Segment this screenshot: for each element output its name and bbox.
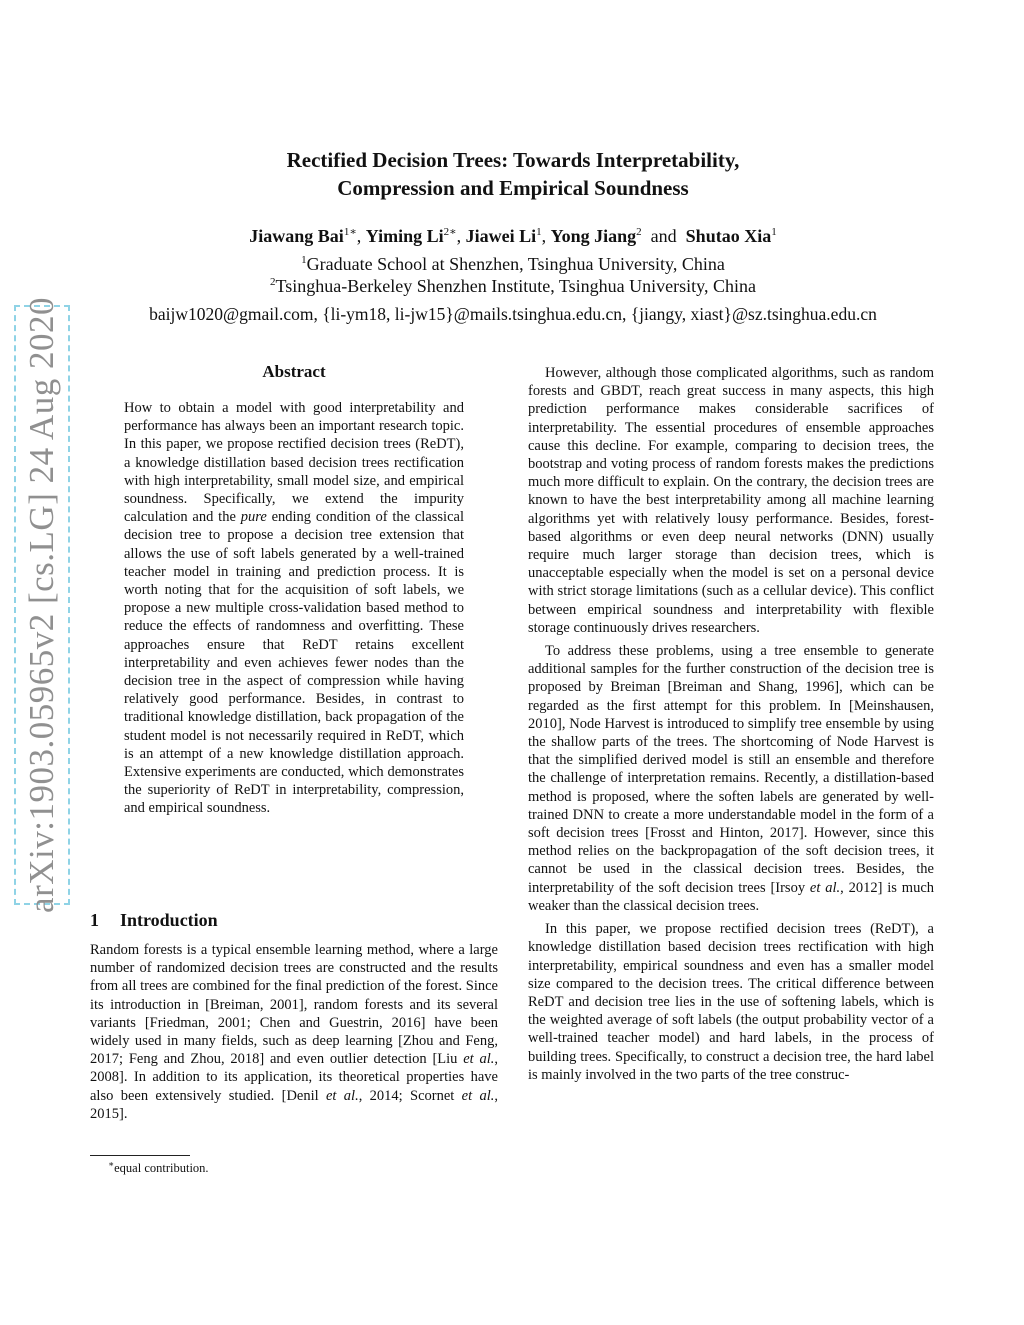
affiliation-text: Tsinghua-Berkeley Shenzhen Institute, Tsinghua University, China <box>275 276 756 296</box>
author-name: Jiawei Li <box>465 226 537 246</box>
abstract-body <box>124 399 464 818</box>
author-name: Jiawang Bai <box>249 226 344 246</box>
author-separator: , <box>541 226 547 246</box>
intro-text: , 2014; Scornet <box>358 1087 462 1104</box>
author-sup: 2 <box>636 226 642 238</box>
footnote-mark: ∗ <box>108 1159 115 1169</box>
intro-emphasis: et al. <box>326 1087 359 1104</box>
body-paragraph: However, although those complicated algorithms, such as random forests and GBDT, reach great success in many aspects, this high prediction performance makes considerable sacrifices of interpretability. The essential procedures of ensemble approaches cause this decline. For example, comparing to decision trees, the bootstrap and voting process of random forests makes the predictions much more difficult to explain. On the contrary, the decision trees are known to have the best interpretability among all machine learning algorithms yet with relatively lousy performance. Besides, forest-based algorithms or even deep neural networks (DNN) usually require much larger storage than decision trees, which is unacceptable especially when the model is set on a personal device with strict storage limitations (such as a cellular device). This conflict between empirical soundness and interpretability with flexible storage continuously drives researchers. <box>528 365 934 636</box>
body-paragraph: In this paper, we propose rectified decision trees (ReDT), a knowledge distillation based decision trees rectification with high interpretability, empirical soundness and even has a smaller model size compared to the decision trees. The critical difference between ReDT and decision tree lies in the use of softening labels, which is the weighted average of soft labels (the output probability vector of a well-trained teacher model) and hard labels, in the process of building trees. Specifically, to construct a decision tree, the hard label is mainly involved in the two parts of the tree construc- <box>528 921 934 1083</box>
author-separator: , <box>456 226 462 246</box>
author-name: Yong Jiang <box>550 226 637 246</box>
footnote-text: equal contribution. <box>114 1161 209 1175</box>
body-paragraph <box>528 642 934 915</box>
author-sup: 1 <box>536 226 542 238</box>
paper-title <box>92 146 934 202</box>
affiliation-2 <box>82 275 944 297</box>
intro-text: , 2015]. <box>90 1087 498 1122</box>
affiliation-sup: 1 <box>301 254 307 266</box>
abstract-text: ending condition of the classical decision tree to propose a decision tree extension that allows the use of soft labels generated by a well-trained teacher model in training and prediction process. It is worth noting that for the acquisition of soft labels, we propose a new multiple cross-validation based method to reduce the effects of randomness and overfitting. These approaches ensure that ReDT retains excellent interpretability and even achieves fewer nodes than the decision tree in the aspect of compression while having relatively good performance. Besides, in contrast to traditional knowledge distillation, back propagation of the student model is not necessarily required in ReDT, which is an attempt of a new knowledge distillation approach. Extensive experiments are conducted, which demonstrates the superiority of ReDT in interpretability, compression, and empirical soundness. <box>124 509 464 817</box>
right-column <box>528 364 934 1089</box>
intro-emphasis: et al. <box>461 1087 495 1104</box>
author-name: Yiming Li <box>365 226 444 246</box>
section-heading <box>90 910 218 931</box>
intro-emphasis: et al. <box>463 1051 495 1068</box>
author-sup: 2∗ <box>443 226 457 238</box>
affiliation-1 <box>82 253 944 275</box>
intro-text: Random forests is a typical ensemble learning method, where a large number of randomized decision trees are constructed and the results from all trees are combined for the final prediction of the forest. Since its introduction in [Breiman, 2001], random forests and its several variants [Friedman, 2001; Chen and Guestrin, 2016] have been widely used in many fields, such as deep learning [Zhou and Feng, 2017; Feng and Zhou, 2018] and even outlier detection [Liu <box>90 942 498 1068</box>
author-name: Shutao Xia <box>685 226 772 246</box>
author-emails: baijw1020@gmail.com, {li-ym18, li-jw15}@mails.tsinghua.edu.cn, {jiangy, xiast}@sz.tsinghua.edu.cn <box>149 304 877 324</box>
author-sup: 1∗ <box>343 226 357 238</box>
abstract-emphasis: pure <box>240 509 267 526</box>
abstract-heading: Abstract <box>262 362 326 381</box>
body-emphasis: et al. <box>809 879 841 896</box>
affiliation-text: Graduate School at Shenzhen, Tsinghua University, China <box>306 254 725 274</box>
section-number: 1 <box>90 910 99 930</box>
affiliation-sup: 2 <box>270 276 276 288</box>
body-text: To address these problems, using a tree ensemble to generate additional samples for the further construction of the decision tree is proposed by Breiman [Breiman and Shang, 1996], which can be regarded as the first attempt for this problem. In [Meinshausen, 2010], Node Harvest is introduced to simplify tree ensemble by using the shallow parts of the trees. The shortcoming of Node Harvest is that the simplified derived model is still an ensemble and therefore the challenge of interpretation remains. Recently, a distillation-based method is proposed, where the soften labels are generated by well-trained DNN to create a more understandable model in the form of a soft decision trees [Frosst and Hinton, 2017]. However, since this method relies on the backpropagation of the soft decision trees, it cannot be used in the classical decision trees. Besides, the interpretability of the soft decision trees [Irsoy <box>528 643 934 896</box>
section-title: Introduction <box>120 910 218 930</box>
intro-text: , 2008]. In addition to its application, its theoretical properties have also been extensively studied. [Denil <box>90 1051 498 1104</box>
footnote <box>108 1161 209 1176</box>
body-text: , 2012] is much weaker than the classical decision trees. <box>528 879 935 914</box>
arxiv-identifier: arXiv:1903.05965v2 [cs.LG] 24 Aug 2020 <box>14 305 70 905</box>
title-line-2: Compression and Empirical Soundness <box>337 176 689 200</box>
author-list <box>92 224 934 248</box>
footnote-rule <box>90 1155 190 1156</box>
author-and: and <box>650 226 677 246</box>
author-separator: , <box>356 226 362 246</box>
introduction-paragraph <box>90 941 498 1123</box>
author-sup: 1 <box>771 226 777 238</box>
abstract-text: How to obtain a model with good interpretability and performance has always been an important research topic. In this paper, we propose rectified decision trees (ReDT), a knowledge distillation based decision trees rectification with high interpretability, small model size, and empirical soundness. Specifically, we extend the impurity calculation and the <box>124 400 464 526</box>
title-line-1: Rectified Decision Trees: Towards Interpretability, <box>286 148 740 172</box>
